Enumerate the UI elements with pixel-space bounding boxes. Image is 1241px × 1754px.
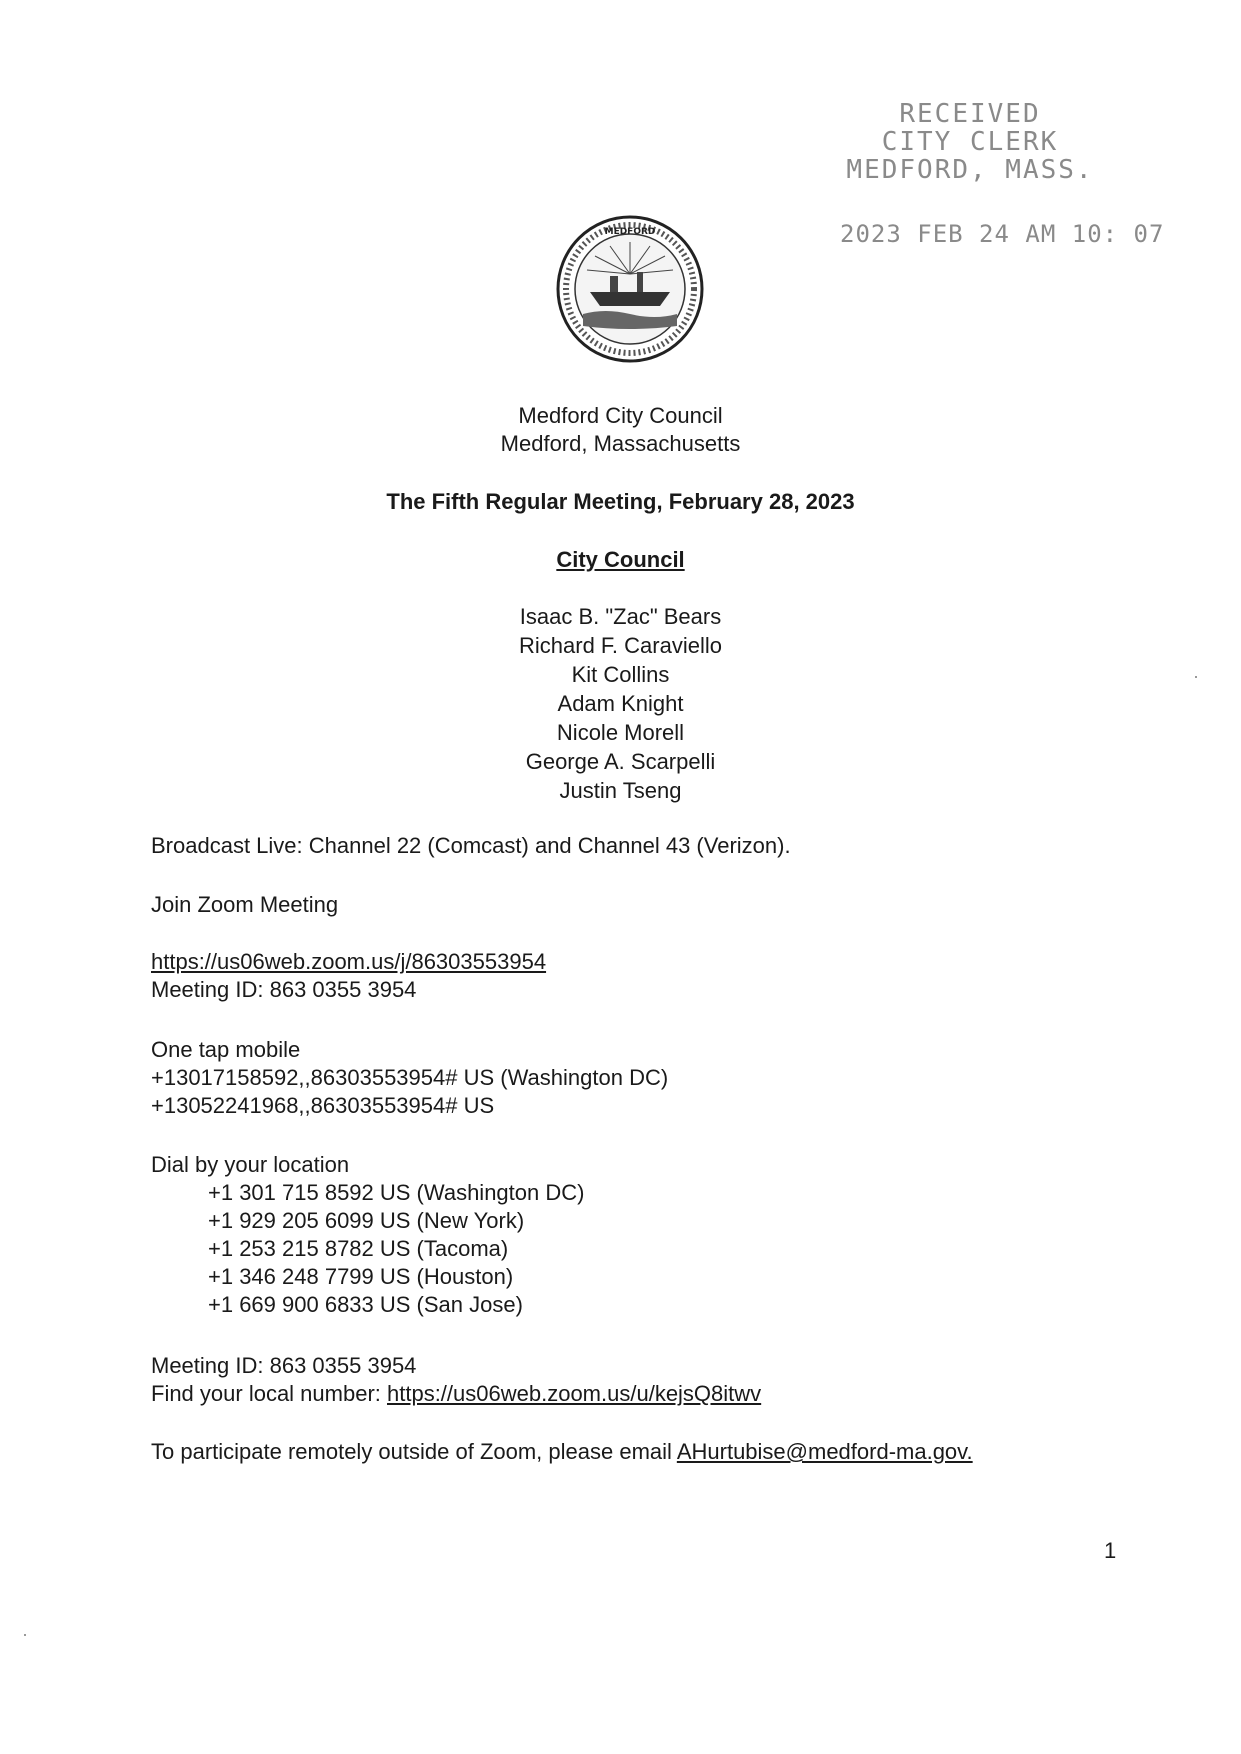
scan-speck [1195,676,1197,678]
stamp-line: RECEIVED [899,99,1041,129]
meeting-id-2: Meeting ID: 863 0355 3954 [151,1353,417,1378]
zoom-meeting-link[interactable]: https://us06web.zoom.us/j/86303553954 [151,949,547,974]
stamp-line: MEDFORD, MASS. [846,155,1094,185]
meeting-title: The Fifth Regular Meeting, February 28, 2023 [386,489,855,514]
seal-text: MEDFORD [604,227,656,237]
stamp-line: CITY CLERK [881,127,1059,157]
received-stamp [820,100,1120,184]
member-name: Kit Collins [571,662,670,687]
join-zoom-label: Join Zoom Meeting [151,892,339,917]
city-seal [555,214,705,364]
dial-number: +1 301 715 8592 US (Washington DC) [208,1180,585,1205]
one-tap-label: One tap mobile [151,1037,301,1062]
one-tap-number: +13052241968,,86303553954# US [151,1093,495,1118]
org-location: Medford, Massachusetts [500,431,741,456]
dial-number: +1 669 900 6833 US (San Jose) [208,1292,523,1317]
participate-text: To participate remotely outside of Zoom, please email [151,1439,677,1464]
dial-label: Dial by your location [151,1152,350,1177]
member-name: Richard F. Caraviello [519,633,722,658]
zoom-link-block [151,948,546,1004]
page-number: 1 [1104,1538,1117,1563]
member-name: George A. Scarpelli [525,749,716,774]
one-tap-number: +13017158592,,86303553954# US (Washington DC) [151,1065,669,1090]
dial-number: +1 346 248 7799 US (Houston) [208,1264,514,1289]
council-header [0,402,1241,458]
council-heading: City Council [556,547,685,572]
member-name: Nicole Morell [556,720,685,745]
broadcast-info: Broadcast Live: Channel 22 (Comcast) and Channel 43 (Verizon). [151,833,791,858]
stamp-time: 2023 FEB 24 AM 10: 07 [840,220,1165,248]
org-name: Medford City Council [518,403,723,428]
scan-speck [24,1634,26,1636]
contact-email-link[interactable]: AHurtubise@medford-ma.gov. [676,1439,973,1464]
dial-block [151,1151,584,1319]
member-list [0,602,1241,805]
one-tap-block [151,1036,668,1120]
local-number-block [151,1352,761,1408]
member-name: Adam Knight [557,691,684,716]
local-number-link[interactable]: https://us06web.zoom.us/u/kejsQ8itwv [387,1381,762,1406]
local-number-label: Find your local number: [151,1381,387,1406]
dial-number: +1 253 215 8782 US (Tacoma) [208,1236,509,1261]
dial-number: +1 929 205 6099 US (New York) [208,1208,525,1233]
participate-info [151,1438,973,1466]
meeting-id: Meeting ID: 863 0355 3954 [151,977,417,1002]
member-name: Justin Tseng [559,778,682,803]
member-name: Isaac B. "Zac" Bears [519,604,722,629]
